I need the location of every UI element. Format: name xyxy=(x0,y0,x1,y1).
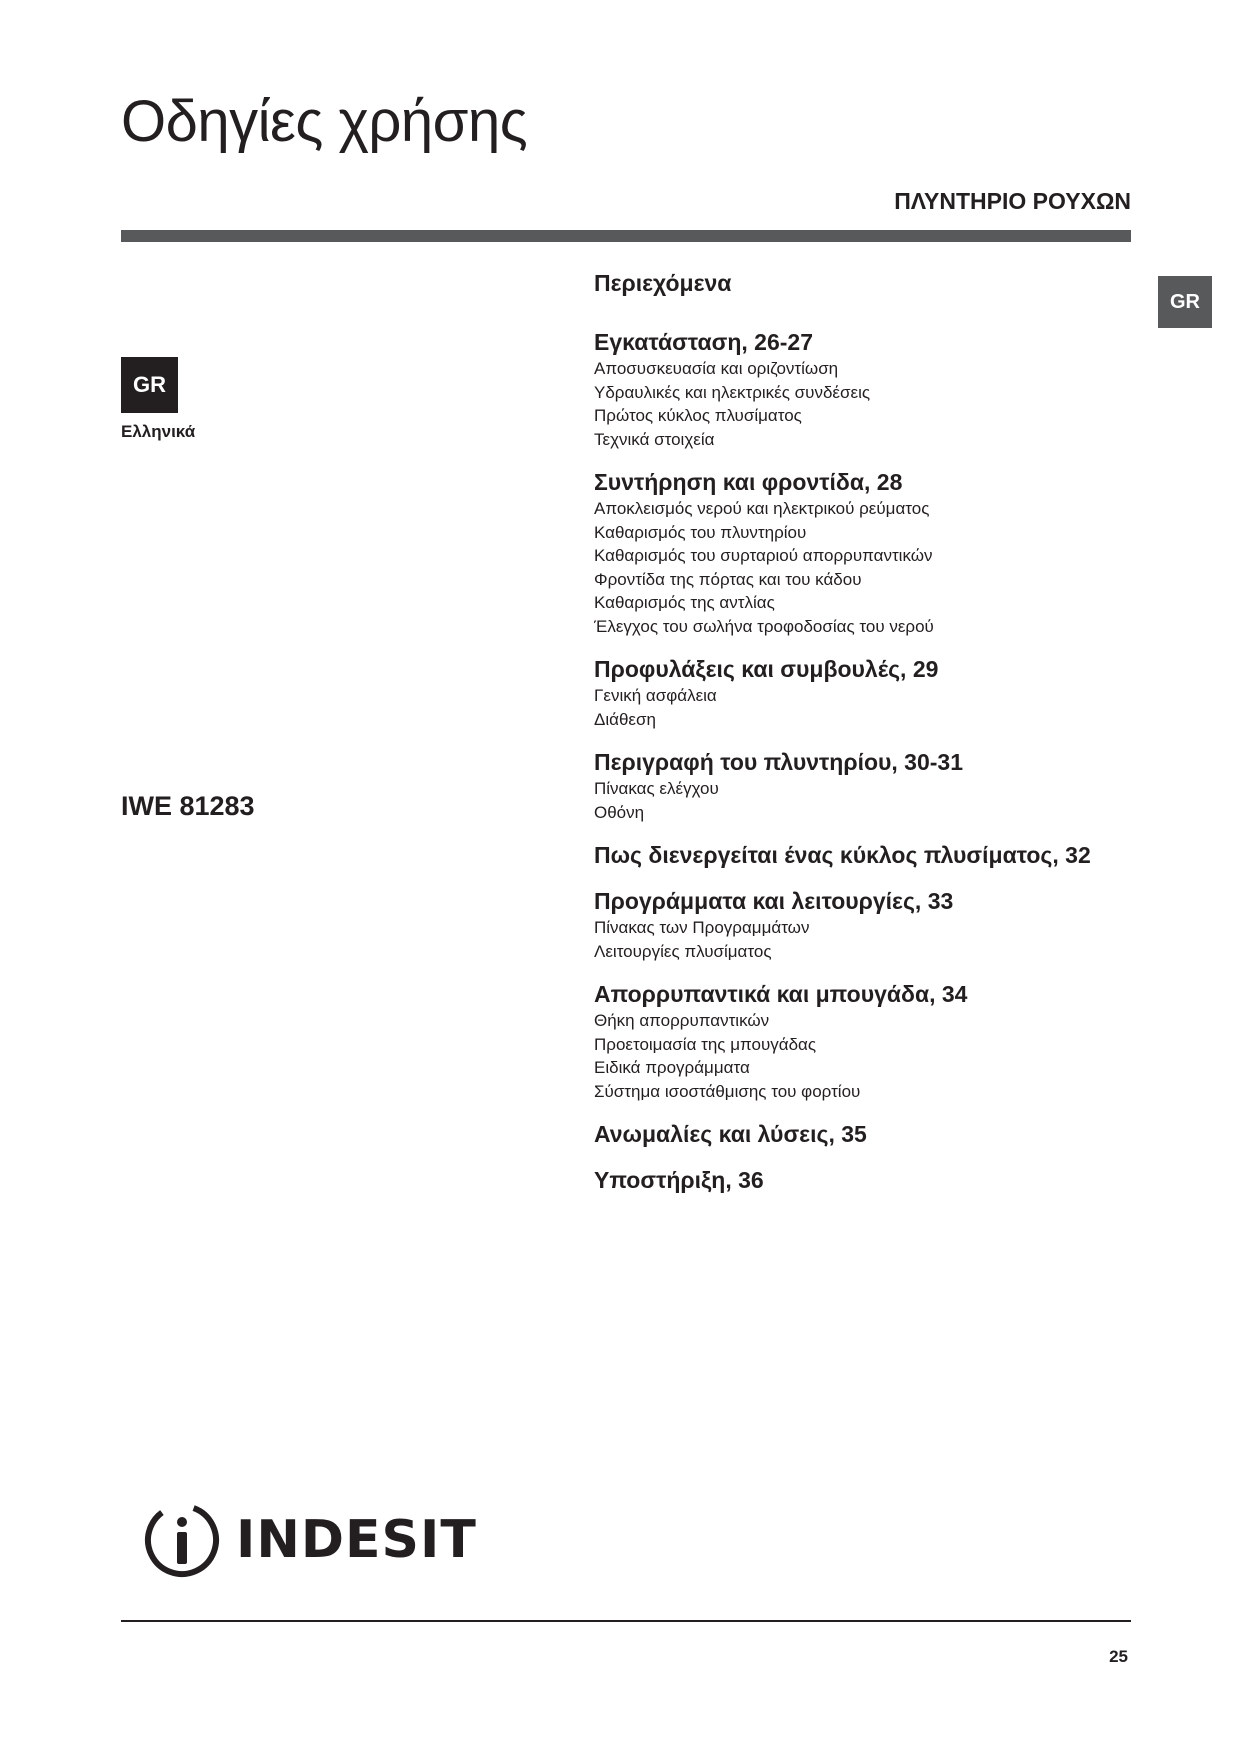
toc-subsection-item: Καθαρισμός της αντλίας xyxy=(594,593,775,612)
language-name: Ελληνικά xyxy=(121,422,196,441)
toc-section-title: Περιγραφή του πλυντηρίου, 30-31 xyxy=(594,749,963,775)
top-divider xyxy=(121,230,1131,242)
toc-subsection-item: Αποκλεισμός νερού και ηλεκτρικού ρεύματος xyxy=(594,499,930,518)
toc-section xyxy=(594,654,1154,731)
toc-section-title: Προγράμματα και λειτουργίες, 33 xyxy=(594,888,954,914)
toc-heading: Περιεχόμενα xyxy=(594,270,732,296)
toc-section-title: Εγκατάσταση, 26-27 xyxy=(594,329,813,355)
language-side-tab: GR xyxy=(1158,276,1212,328)
brand-logo xyxy=(142,1500,477,1580)
language-badge: GR xyxy=(121,357,178,413)
toc-section-title: Προφυλάξεις και συμβουλές, 29 xyxy=(594,656,939,682)
toc-section xyxy=(594,467,1154,638)
toc-subsection-list xyxy=(594,916,1154,963)
toc-subsection-item: Γενική ασφάλεια xyxy=(594,686,717,705)
toc-subsection-item: Διάθεση xyxy=(594,709,656,729)
toc-sections xyxy=(594,327,1154,1195)
toc-section-title: Υποστήριξη, 36 xyxy=(594,1167,764,1193)
toc-subsection-list xyxy=(594,1009,1154,1103)
toc-section xyxy=(594,747,1154,824)
page-number: 25 xyxy=(1109,1647,1128,1666)
toc-subsection-item: Καθαρισμός του συρταριού απορρυπαντικών xyxy=(594,546,933,565)
toc-section-title: Απορρυπαντικά και μπουγάδα, 34 xyxy=(594,981,968,1007)
toc-subsection-item: Φροντίδα της πόρτας και του κάδου xyxy=(594,569,862,589)
toc-subsection-list xyxy=(594,497,1154,638)
toc-section-title: Πως διενεργείται ένας κύκλος πλυσίματος, 32 xyxy=(594,842,1091,868)
toc-subsection-item: Πρώτος κύκλος πλυσίματος xyxy=(594,406,802,425)
toc-subsection-item: Αποσυσκευασία και οριζοντίωση xyxy=(594,359,839,378)
product-type: ΠΛΥΝΤΗΡΙΟ ΡΟΥΧΩΝ xyxy=(894,188,1131,214)
toc-subsection-item: Οθόνη xyxy=(594,802,645,822)
toc-subsection-item: Καθαρισμός του πλυντηρίου xyxy=(594,522,807,542)
toc-subsection-item: Πίνακας ελέγχου xyxy=(594,779,719,798)
toc-subsection-list xyxy=(594,777,1154,824)
toc-subsection-item: Έλεγχος του σωλήνα τροφοδοσίας του νερού xyxy=(594,616,934,636)
toc-subsection-item: Λειτουργίες πλυσίματος xyxy=(594,941,772,961)
toc-section xyxy=(594,840,1154,870)
toc-section-title: Ανωμαλίες και λύσεις, 35 xyxy=(594,1121,867,1147)
document-title: Οδηγίες χρήσης xyxy=(121,89,528,154)
table-of-contents xyxy=(594,270,1154,1211)
toc-section xyxy=(594,327,1154,451)
toc-section xyxy=(594,979,1154,1103)
bottom-divider xyxy=(121,1620,1131,1622)
toc-subsection-item: Υδραυλικές και ηλεκτρικές συνδέσεις xyxy=(594,382,871,402)
toc-section xyxy=(594,886,1154,963)
indesit-logo-icon xyxy=(142,1500,222,1580)
toc-subsection-list xyxy=(594,357,1154,451)
brand-name: INDESIT xyxy=(236,1510,477,1570)
model-number: IWE 81283 xyxy=(121,791,255,821)
toc-section-title: Συντήρηση και φροντίδα, 28 xyxy=(594,469,903,495)
toc-subsection-item: Πίνακας των Προγραμμάτων xyxy=(594,918,810,937)
toc-subsection-item: Σύστημα ισοστάθμισης του φορτίου xyxy=(594,1081,861,1101)
toc-subsection-item: Θήκη απορρυπαντικών xyxy=(594,1011,770,1030)
toc-section xyxy=(594,1165,1154,1195)
toc-section xyxy=(594,1119,1154,1149)
toc-subsection-list xyxy=(594,684,1154,731)
toc-subsection-item: Τεχνικά στοιχεία xyxy=(594,429,715,449)
toc-subsection-item: Προετοιμασία της μπουγάδας xyxy=(594,1034,817,1054)
toc-subsection-item: Ειδικά προγράμματα xyxy=(594,1058,750,1077)
